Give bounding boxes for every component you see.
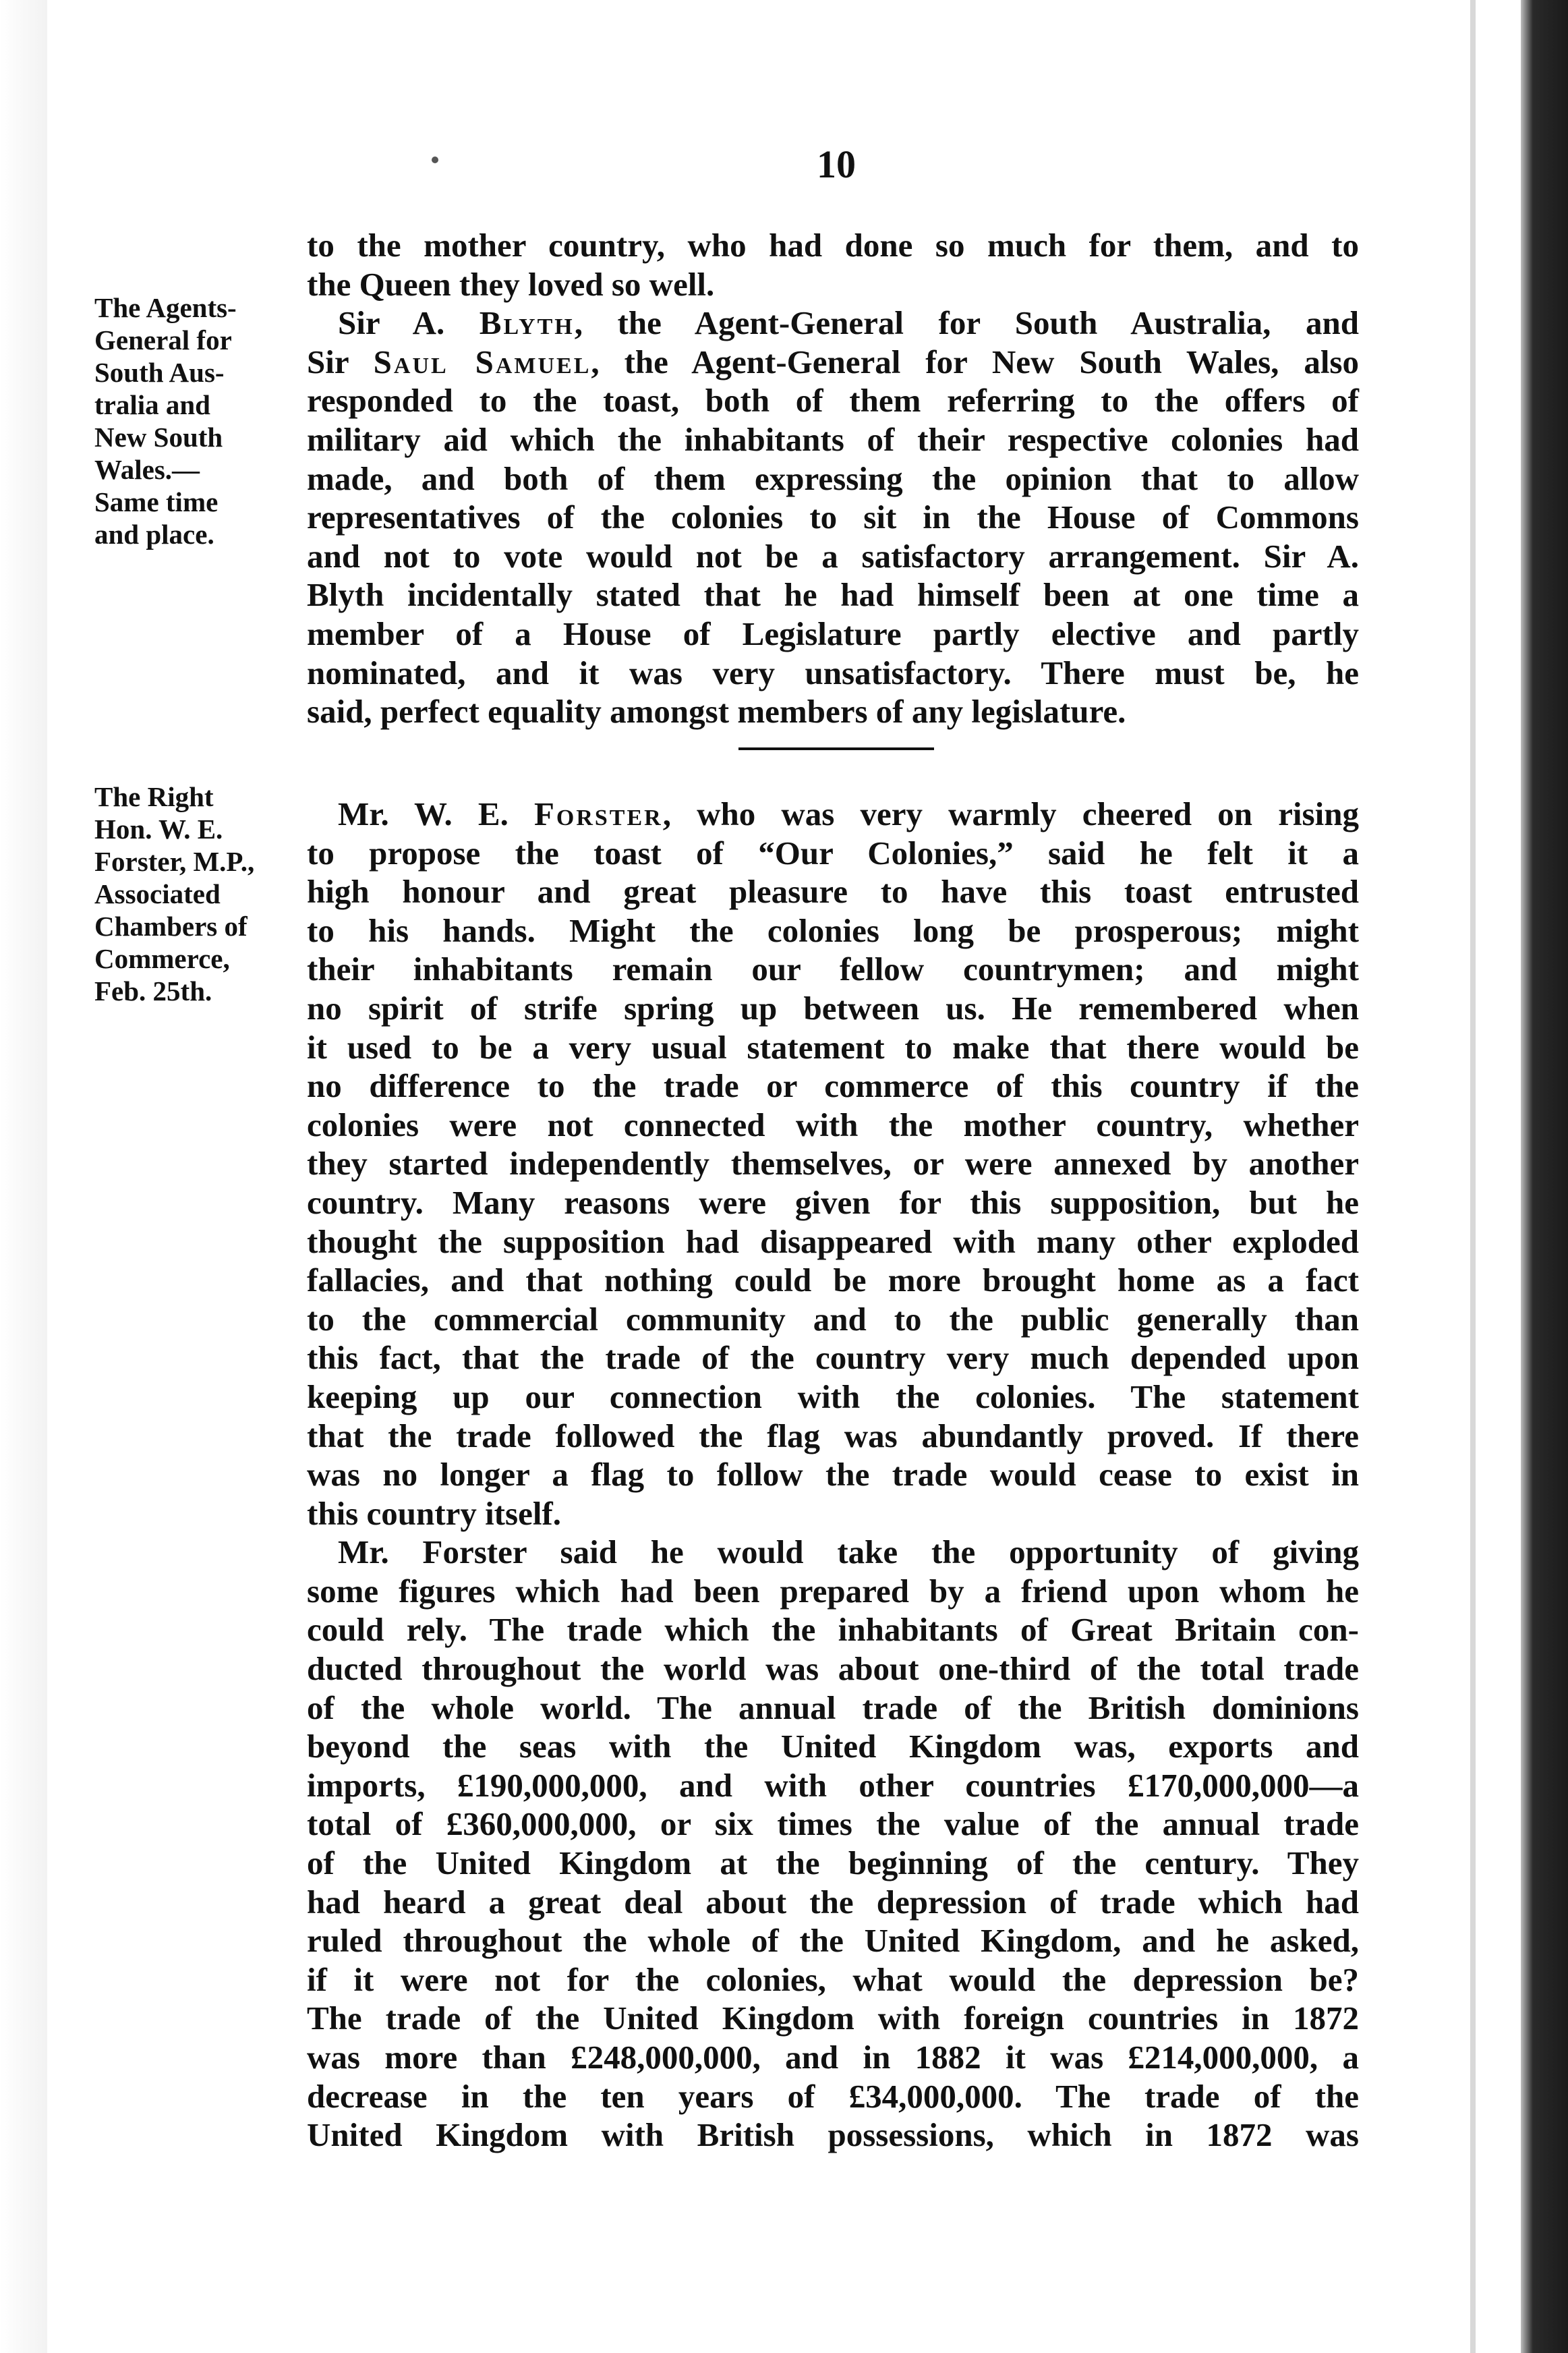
text-line-content: imports, £190,000,000, and with other countries £170,000,000—a	[307, 1766, 1359, 1804]
text-line	[307, 1649, 1359, 1689]
text-line-prefix: Mr. W. E.	[338, 795, 534, 832]
text-line-content: their inhabitants remain our fellow countrymen; and might	[307, 951, 1359, 988]
text-line-content: total of £360,000,000, or six times the value of the annual trade	[307, 1805, 1359, 1843]
text-line-content: this country itself.	[307, 1494, 561, 1532]
text-line-content: to the mother country, who had done so much for them, and to	[307, 227, 1359, 264]
text-line-content: , the Agent-General for South Australia, and	[574, 304, 1359, 342]
text-line	[307, 265, 1359, 304]
text-line	[307, 872, 1359, 911]
text-line	[307, 989, 1359, 1028]
text-line	[307, 420, 1359, 459]
text-line	[307, 1338, 1359, 1378]
text-line-content: nominated, and it was very unsatisfactory. There must be, he	[307, 654, 1359, 691]
text-line	[307, 1883, 1359, 1922]
text-line-content: to his hands. Might the colonies long be prosperous; might	[307, 911, 1359, 949]
text-line	[307, 226, 1359, 265]
text-line-content: thought the supposition had disappeared with many other exploded	[307, 1222, 1359, 1260]
text-line-content: of the United Kingdom at the beginning of the century. They	[307, 1844, 1359, 1882]
margin-note-line: Associated	[94, 878, 221, 909]
text-line-content: beyond the seas with the United Kingdom was, exports and	[307, 1728, 1359, 1765]
paragraph-block-forster	[307, 795, 1359, 2155]
text-line-content: , the Agent-General for New South Wales, also	[591, 343, 1359, 380]
text-line	[307, 575, 1359, 615]
text-line	[307, 1533, 1359, 1572]
text-line-content: said, perfect equality amongst members of any legislature.	[307, 693, 1126, 731]
text-line-content: to the commercial community and to the public generally than	[307, 1300, 1359, 1338]
text-line	[307, 459, 1359, 499]
text-line	[307, 1766, 1359, 1805]
text-line-content: The trade of the United Kingdom with foreign countries in 1872	[307, 2000, 1359, 2037]
text-line	[307, 1689, 1359, 1728]
text-line-content: representatives of the colonies to sit in the House of Commons	[307, 499, 1359, 536]
page-edge-right	[1521, 0, 1568, 2353]
text-line-content: Blyth incidentally stated that he had himself been at one time a	[307, 576, 1359, 614]
text-line-prefix: Sir	[307, 343, 374, 380]
text-line	[307, 1455, 1359, 1494]
speaker-name: Forster	[533, 795, 663, 832]
text-line	[307, 1222, 1359, 1261]
text-line-content: the Queen they loved so well.	[307, 265, 715, 303]
text-line-content: fallacies, and that nothing could be more brought home as a fact	[307, 1261, 1359, 1299]
text-line-content: , who was very warmly cheered on rising	[662, 795, 1359, 832]
text-line	[307, 1805, 1359, 1844]
text-line	[307, 1144, 1359, 1183]
text-line-content: country. Many reasons were given for this supposition, but he	[307, 1183, 1359, 1221]
text-line	[307, 343, 1359, 382]
text-line	[307, 1921, 1359, 1960]
margin-note-line: South Aus-	[94, 357, 225, 388]
text-line-content: it used to be a very usual statement to make that there would be	[307, 1028, 1359, 1066]
text-line-content: was more than £248,000,000, and in 1882 it was £214,000,000, a	[307, 2039, 1359, 2076]
text-line	[307, 1261, 1359, 1300]
text-line	[307, 1183, 1359, 1222]
margin-note-line: Forster, M.P.,	[94, 846, 255, 877]
margin-note-forster	[94, 781, 297, 1007]
speaker-name: Saul Samuel	[373, 343, 591, 380]
text-line-content: responded to the toast, both of them referring to the offers of	[307, 382, 1359, 420]
text-line-content: no spirit of strife spring up between us. He remembered when	[307, 989, 1359, 1027]
text-line	[307, 654, 1359, 693]
text-line-content: decrease in the ten years of £34,000,000. The trade of the	[307, 2077, 1359, 2115]
text-line	[307, 304, 1359, 343]
text-line	[307, 1999, 1359, 2038]
text-line	[307, 795, 1359, 834]
text-line	[307, 1106, 1359, 1145]
margin-note-line: New South	[94, 422, 223, 453]
margin-note-line: General for	[94, 324, 232, 356]
text-line	[307, 498, 1359, 537]
text-line	[307, 1028, 1359, 1067]
margin-note-line: Chambers of	[94, 911, 248, 942]
text-line-content: United Kingdom with British possessions, which in 1872 was	[307, 2116, 1359, 2154]
text-line	[307, 1844, 1359, 1883]
text-line-content: if it were not for the colonies, what would the depression be?	[307, 1960, 1359, 1998]
margin-note-line: and place.	[94, 519, 214, 550]
text-line-content: to propose the toast of “Our Colonies,” said he felt it a	[307, 834, 1359, 872]
text-line-content: made, and both of them expressing the opinion that to allow	[307, 459, 1359, 497]
text-line	[307, 615, 1359, 654]
margin-note-line: Hon. W. E.	[94, 814, 223, 845]
text-line	[307, 1572, 1359, 1611]
text-line	[307, 1960, 1359, 2000]
text-line	[307, 2116, 1359, 2155]
text-line	[307, 537, 1359, 576]
text-line-content: this fact, that the trade of the country very much depended upon	[307, 1339, 1359, 1377]
text-line	[307, 2038, 1359, 2077]
speaker-name: Blyth	[479, 304, 575, 342]
text-line	[307, 1610, 1359, 1649]
text-line-content: colonies were not connected with the mother country, whether	[307, 1106, 1359, 1143]
text-line	[307, 834, 1359, 873]
text-line	[307, 950, 1359, 989]
text-line-content: could rely. The trade which the inhabitants of Great Britain con-	[307, 1611, 1359, 1649]
section-divider	[738, 747, 934, 750]
text-line	[307, 1067, 1359, 1106]
text-line	[307, 1727, 1359, 1766]
text-line-content: had heard a great deal about the depression of trade which had	[307, 1883, 1359, 1921]
margin-note-line: tralia and	[94, 389, 210, 420]
text-line	[307, 2077, 1359, 2116]
margin-note-agents-general	[94, 291, 297, 550]
text-line-content: was no longer a flag to follow the trade would cease to exist in	[307, 1456, 1359, 1494]
text-line	[307, 1300, 1359, 1339]
margin-note-line: The Right	[94, 781, 214, 812]
text-line-content: ducted throughout the world was about one-third of the total trade	[307, 1650, 1359, 1688]
text-line-content: some figures which had been prepared by a friend upon whom he	[307, 1572, 1359, 1610]
page-number: 10	[817, 142, 856, 186]
text-line-content: military aid which the inhabitants of their respective colonies had	[307, 420, 1359, 458]
text-line-prefix: Sir A.	[338, 304, 480, 342]
text-line-content: Mr. Forster said he would take the opportunity of giving	[338, 1533, 1359, 1571]
text-line	[307, 911, 1359, 951]
margin-note-line: Commerce,	[94, 943, 230, 974]
text-line	[307, 692, 1359, 731]
text-line	[307, 1417, 1359, 1456]
margin-note-line: Wales.—	[94, 454, 200, 485]
margin-note-line: The Agents-	[94, 292, 237, 323]
text-line-content: ruled throughout the whole of the United Kingdom, and he asked,	[307, 1922, 1359, 1960]
text-line	[307, 1378, 1359, 1417]
text-line-content: member of a House of Legislature partly elective and partly	[307, 615, 1359, 652]
text-line-content: no difference to the trade or commerce of this country if the	[307, 1067, 1359, 1105]
print-speck	[432, 157, 438, 163]
margin-note-line: Feb. 25th.	[94, 975, 212, 1007]
text-line-content: they started independently themselves, or were annexed by another	[307, 1145, 1359, 1183]
text-line-content: that the trade followed the flag was abundantly proved. If there	[307, 1417, 1359, 1454]
text-line	[307, 381, 1359, 420]
text-line	[307, 1494, 1359, 1533]
text-line-content: high honour and great pleasure to have this toast entrusted	[307, 873, 1359, 911]
text-line-content: of the whole world. The annual trade of the British dominions	[307, 1689, 1359, 1726]
paragraph-block-agents-general	[307, 226, 1359, 731]
margin-note-line: Same time	[94, 486, 219, 517]
text-line-content: keeping up our connection with the colonies. The statement	[307, 1378, 1359, 1415]
text-line-content: and not to vote would not be a satisfactory arrangement. Sir A.	[307, 537, 1359, 575]
